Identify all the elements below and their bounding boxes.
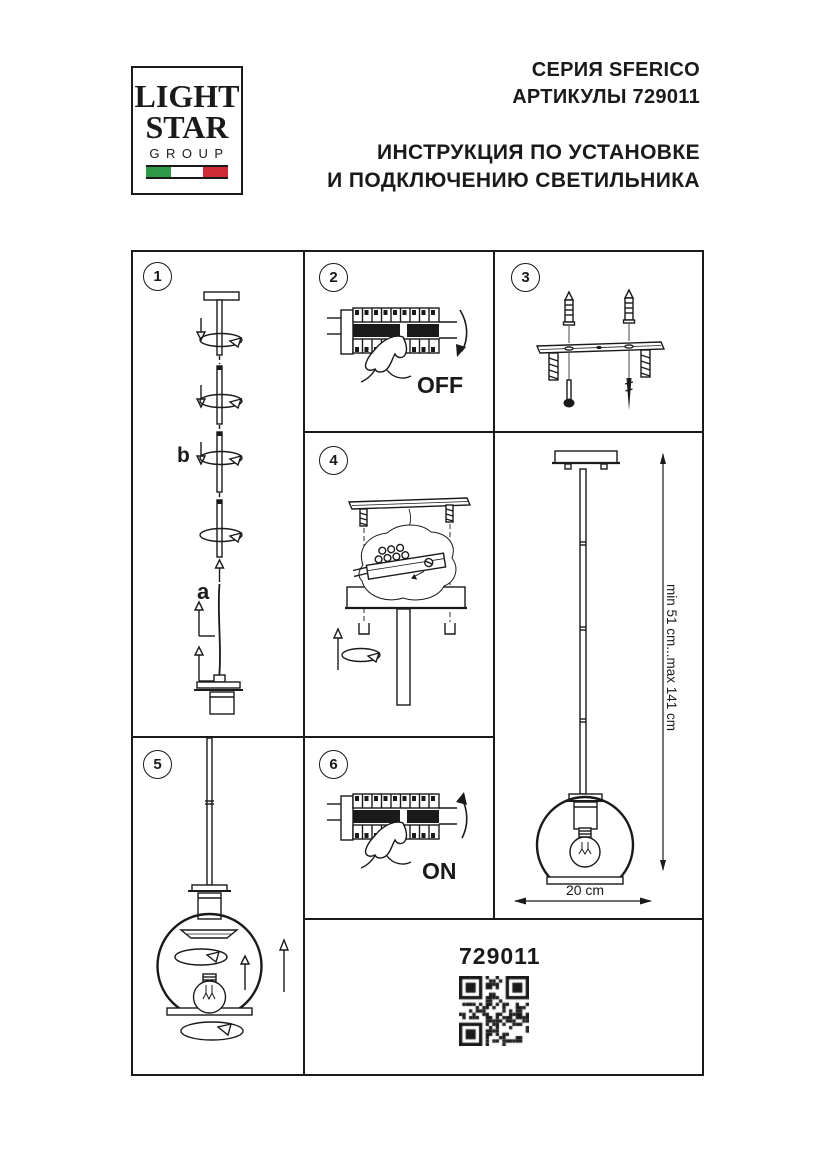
logo-word-light: LIGHT — [134, 78, 240, 114]
canopy-wiring-illustration — [305, 432, 493, 737]
height-range-label: min 51 cm...max 141 cm — [664, 584, 679, 732]
step-1-panel — [133, 252, 304, 737]
step-5-panel — [133, 738, 304, 1074]
step-4-number: 4 — [319, 446, 348, 475]
glass-shade-assembly-illustration — [133, 738, 304, 1074]
part-label-b: b — [177, 444, 190, 467]
flag-white — [171, 167, 204, 177]
logo-word-star: STAR — [145, 109, 229, 145]
step-2-panel — [305, 252, 493, 432]
breaker-on-label: ON — [422, 858, 457, 884]
series-line: СЕРИЯ SFERICO — [531, 59, 700, 81]
logo-word-group: GROUP — [149, 146, 230, 161]
article-number: 729011 — [459, 943, 541, 969]
step-2-number: 2 — [319, 263, 348, 292]
steps-grid — [131, 250, 704, 1076]
step-6-panel — [305, 738, 493, 919]
series-title — [512, 57, 700, 111]
step-6-number: 6 — [319, 750, 348, 779]
article-line: АРТИКУЛЫ 729011 — [512, 86, 700, 108]
instruction-line-1: ИНСТРУКЦИЯ ПО УСТАНОВКЕ — [376, 141, 700, 164]
flag-green — [146, 167, 171, 177]
instruction-line-2: И ПОДКЛЮЧЕНИЮ СВЕТИЛЬНИКА — [327, 168, 700, 192]
step-4-panel — [305, 432, 493, 737]
step-3-panel — [495, 252, 702, 432]
part-label-a: a — [197, 579, 210, 604]
step-5-number: 5 — [143, 750, 172, 779]
step-3-number: 3 — [511, 263, 540, 292]
breaker-off-label: OFF — [417, 372, 463, 398]
step-1-number: 1 — [143, 262, 172, 291]
instruction-title — [327, 139, 700, 194]
diameter-label: 20 cm — [565, 882, 605, 898]
italian-flag-stripe — [146, 165, 228, 179]
lightstar-logo — [131, 66, 243, 195]
rod-assembly-illustration — [133, 252, 304, 737]
flag-red — [203, 167, 228, 177]
qr-code — [459, 976, 529, 1046]
footer-cell — [305, 919, 702, 1074]
product-overview-panel — [495, 432, 702, 919]
